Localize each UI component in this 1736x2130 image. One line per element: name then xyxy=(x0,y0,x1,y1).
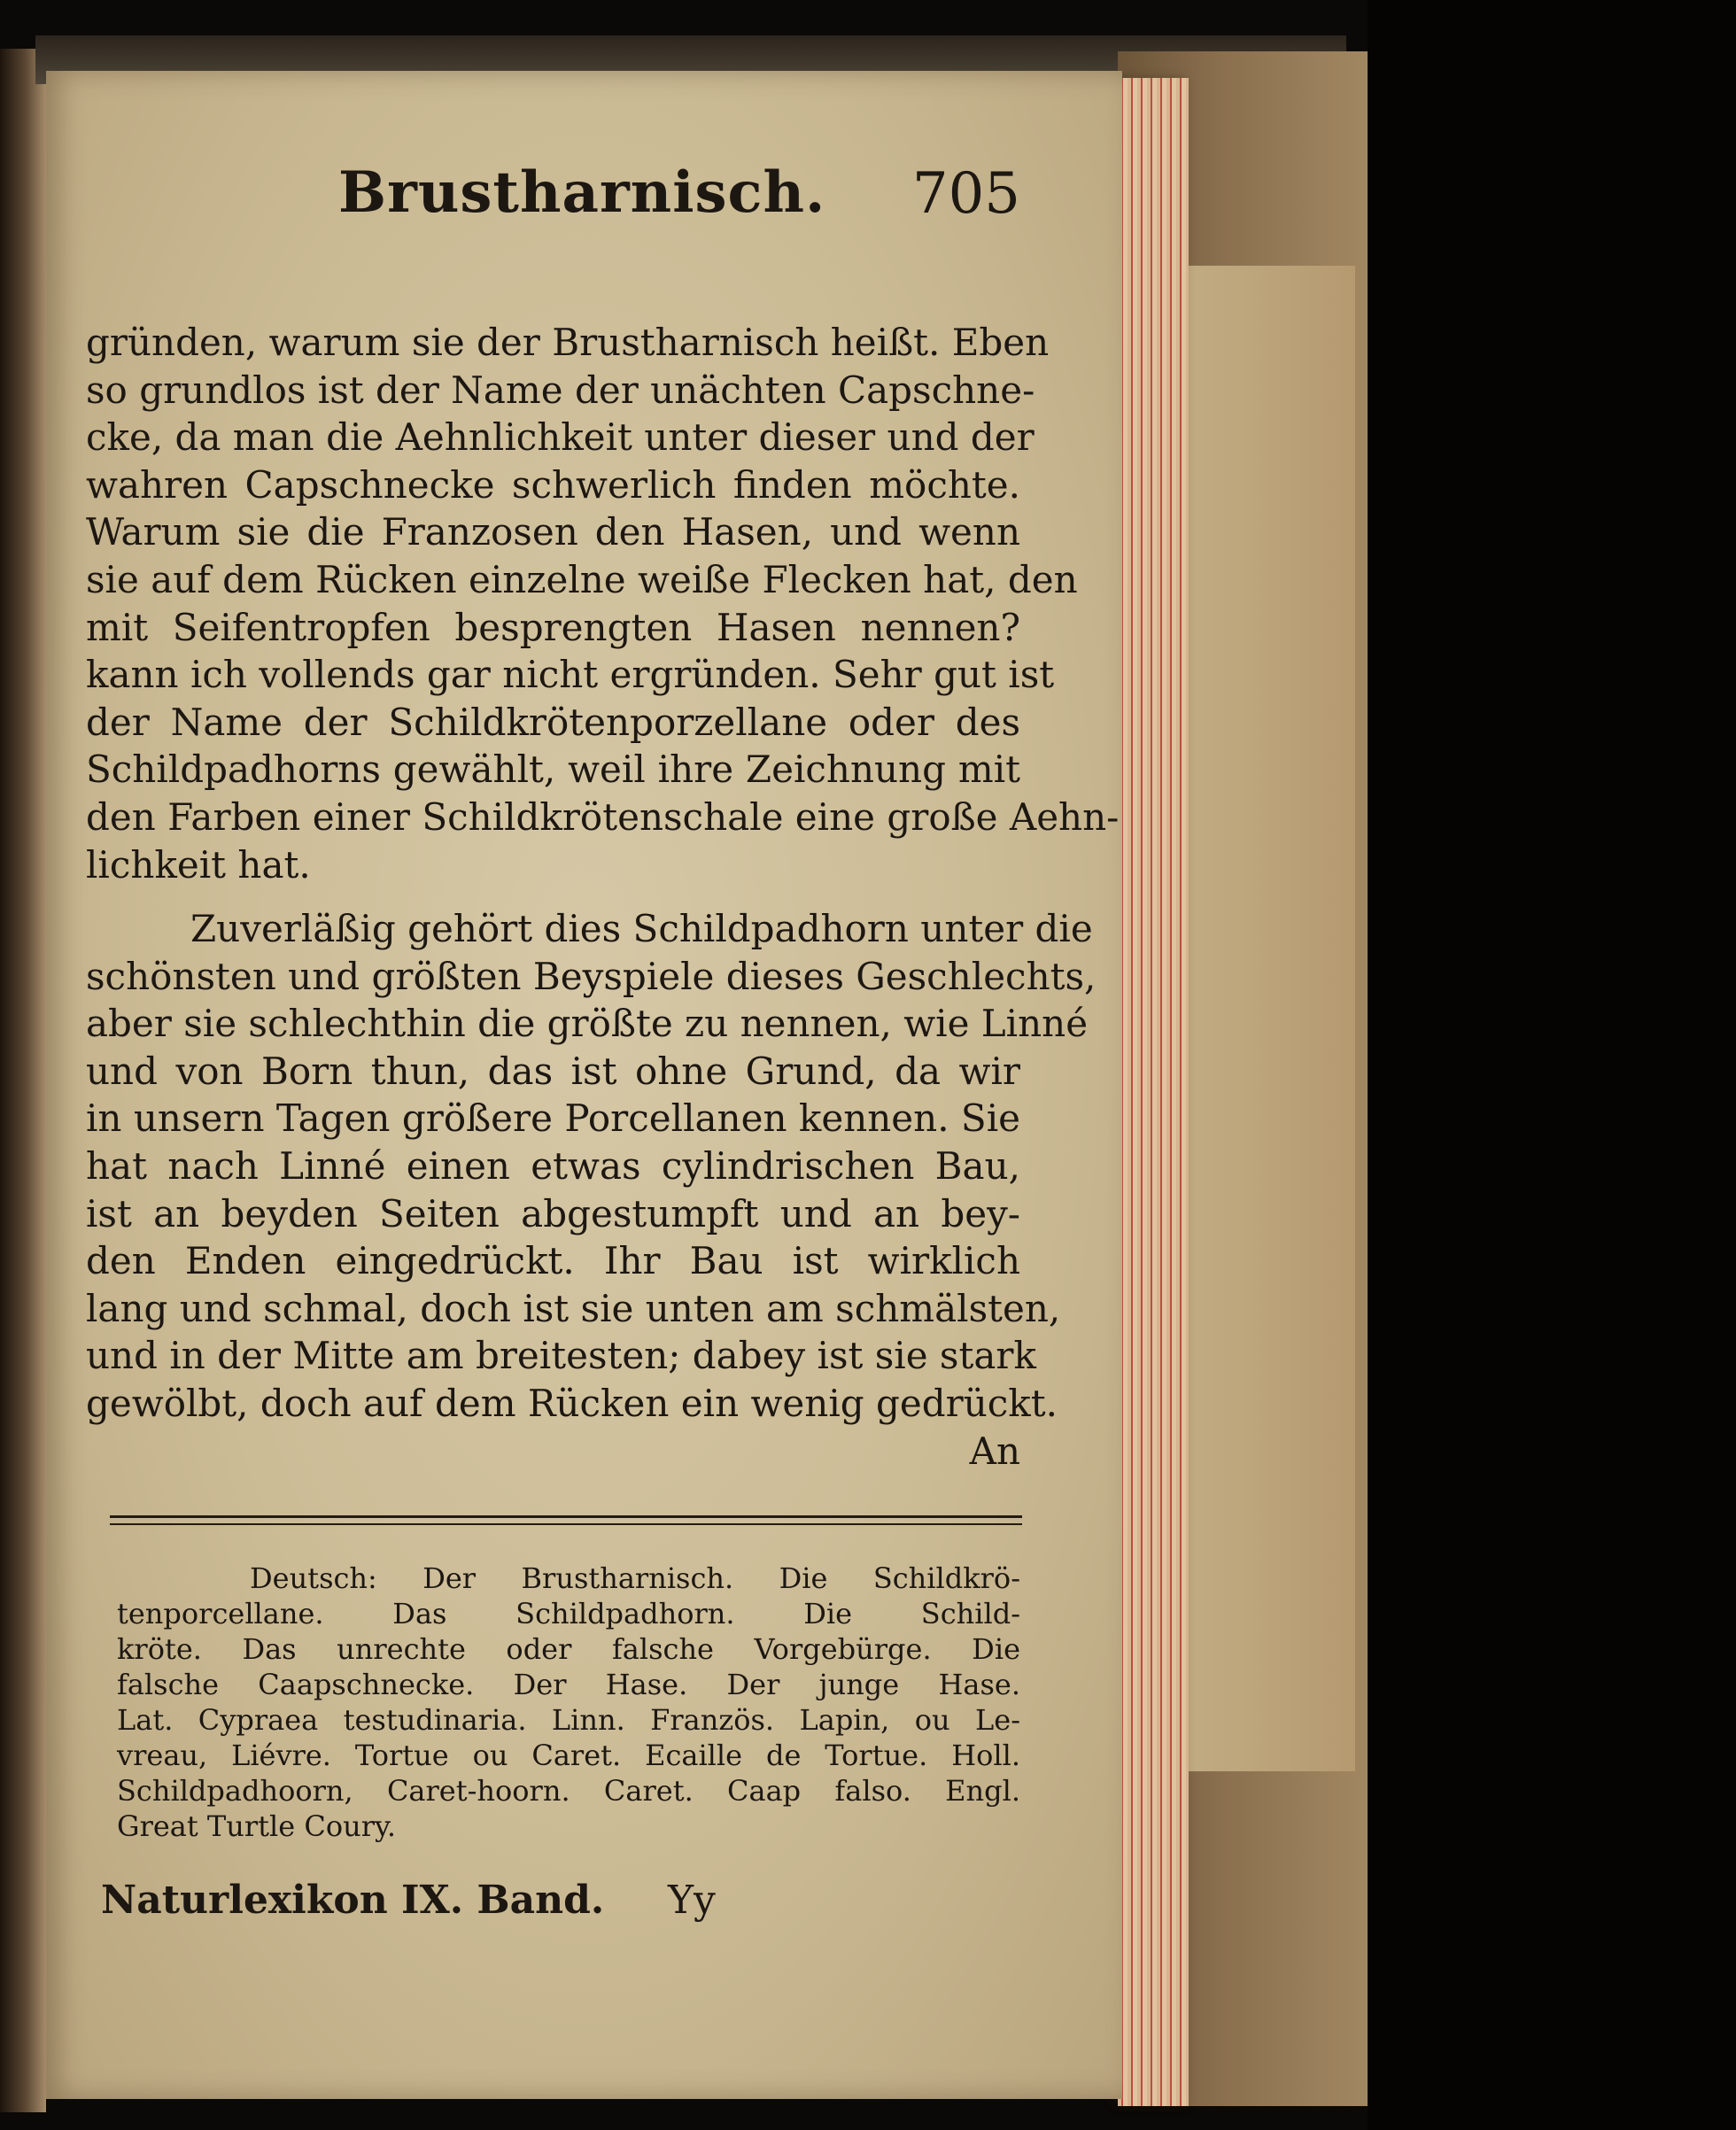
footnote-line: vreau, Liévre. Tortue ou Caret. Ecaille de Tortue. Holl. xyxy=(117,1739,1020,1772)
book-cover-inner xyxy=(1178,266,1355,1771)
text-line: Zuverläßig gehört dies Schildpadhorn unter die xyxy=(190,907,1093,950)
paragraph-2 xyxy=(86,905,1097,1475)
footnote-line: falsche Caapschnecke. Der Hase. Der junge Hase. xyxy=(117,1668,1020,1701)
footnote-line: Deutsch: Der Brustharnisch. Die Schildkrö- xyxy=(250,1561,1020,1595)
sheet-signature: Yy xyxy=(668,1878,716,1923)
text-line: lichkeit hat. xyxy=(86,842,311,887)
text-line: in unsern Tagen größere Porcellanen kennen. Sie xyxy=(86,1096,1020,1141)
page-number: 705 xyxy=(911,161,1020,227)
catchword: An xyxy=(969,1429,1020,1473)
text-line: hat nach Linné einen etwas cylindrischen Bau, xyxy=(86,1143,1020,1188)
book-spine-left xyxy=(0,49,46,2112)
text-line: gründen, warum sie der Brustharnisch heißt. Eben xyxy=(86,321,1050,364)
running-head xyxy=(338,151,1020,248)
text-line: wahren Capschnecke schwerlich finden möchte. xyxy=(86,462,1020,507)
text-line: Schildpadhorns gewählt, weil ihre Zeichnung mit xyxy=(86,747,1020,792)
text-line: mit Seifentropfen besprengten Hasen nennen? xyxy=(86,605,1020,649)
text-line: und von Born thun, das ist ohne Grund, da wir xyxy=(86,1049,1020,1093)
text-line: den Farben einer Schildkrötenschale eine große Aehn- xyxy=(86,794,1120,839)
text-line: lang und schmal, doch ist sie unten am schmälsten, xyxy=(86,1286,1061,1330)
text-line: kann ich vollends gar nicht ergründen. Sehr gut ist xyxy=(86,653,1055,697)
footnote xyxy=(117,1561,1020,1844)
text-line: ist an beyden Seiten abgestumpft und an bey- xyxy=(86,1191,1020,1235)
footnote-rule xyxy=(110,1515,1022,1525)
footnote-line: Great Turtle Coury. xyxy=(117,1809,397,1843)
signature-line xyxy=(101,1869,854,1931)
page-edges xyxy=(1118,78,1189,2106)
scan-background xyxy=(1368,0,1736,2130)
text-line: cke, da man die Aehnlichkeit unter dieser und der xyxy=(86,415,1035,460)
text-line: aber sie schlechthin die größte zu nennen, wie Linné xyxy=(86,1002,1089,1046)
text-line: so grundlos ist der Name der unächten Capschne- xyxy=(86,368,1035,412)
footnote-line: kröte. Das unrechte oder falsche Vorgebürge. Die xyxy=(117,1632,1020,1666)
volume-signature: Naturlexikon IX. Band. xyxy=(101,1878,605,1923)
text-line: und in der Mitte am breitesten; dabey ist sie stark xyxy=(86,1334,1036,1378)
text-line: sie auf dem Rücken einzelne weiße Flecken hat, den xyxy=(86,557,1078,601)
paragraph-1 xyxy=(86,319,1120,888)
footnote-line: Lat. Cypraea testudinaria. Linn. Französ. Lapin, ou Le- xyxy=(117,1703,1020,1737)
book-page xyxy=(46,71,1122,2099)
running-head-title: Brustharnisch. xyxy=(338,159,826,226)
text-line: gewölbt, doch auf dem Rücken ein wenig gedrückt. xyxy=(86,1381,1058,1425)
text-line: schönsten und größten Beyspiele dieses Geschlechts, xyxy=(86,954,1097,998)
footnote-line: Schildpadhoorn, Caret-hoorn. Caret. Caap falso. Engl. xyxy=(117,1774,1020,1808)
footnote-line: tenporcellane. Das Schildpadhorn. Die Schild- xyxy=(117,1597,1020,1630)
text-line: Warum sie die Franzosen den Hasen, und wenn xyxy=(86,510,1020,554)
text-line: der Name der Schildkrötenporzellane oder des xyxy=(86,700,1020,744)
text-line: den Enden eingedrückt. Ihr Bau ist wirklich xyxy=(86,1239,1020,1283)
